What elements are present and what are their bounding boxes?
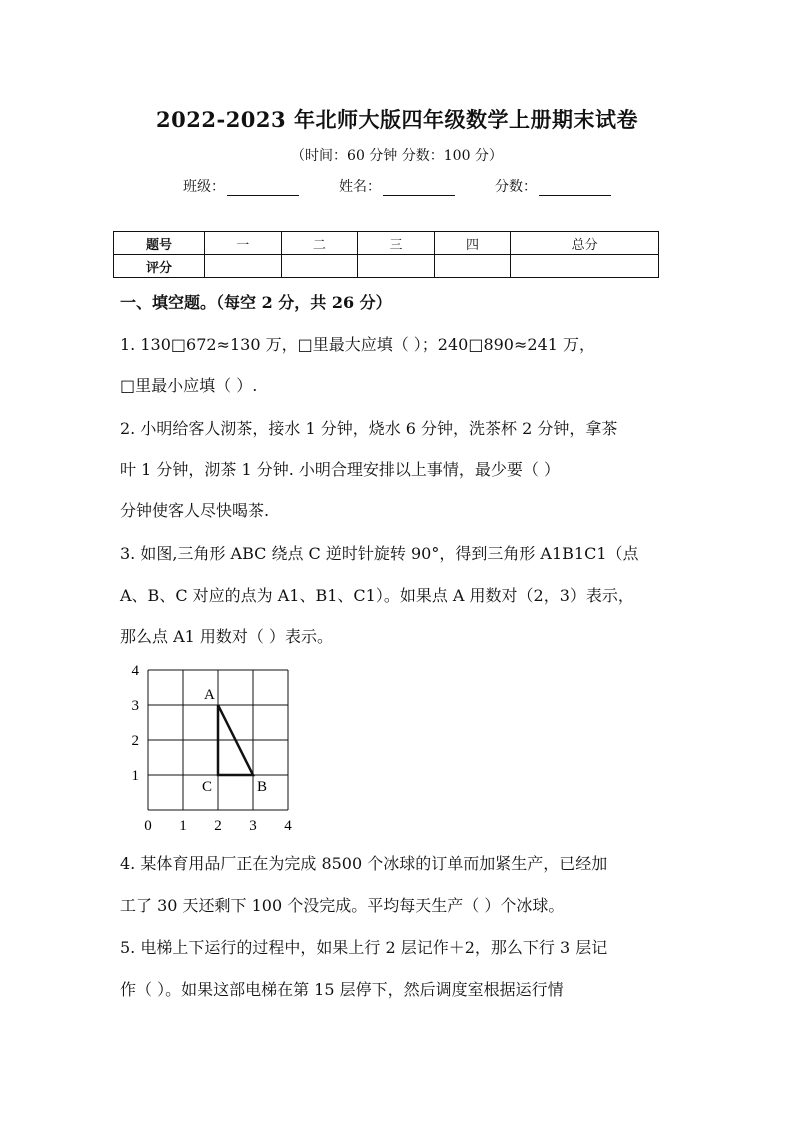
score-cell-4[interactable] (434, 255, 511, 278)
score-table (113, 231, 659, 278)
header-part-4: 四 (434, 232, 511, 255)
y-tick-label: 4 (131, 663, 139, 679)
name-label: 姓名： (339, 179, 381, 195)
header-part-1: 一 (205, 232, 282, 255)
score-cell-3[interactable] (358, 255, 435, 278)
y-tick-label: 3 (131, 698, 139, 714)
header-part-3: 三 (358, 232, 435, 255)
exam-subtitle: （时间：60 分钟 分数：100 分） (291, 148, 503, 164)
class-blank[interactable] (227, 181, 299, 196)
q3-line-1: 3. 如图,三角形 ABC 绕点 C 逆时针旋转 90°，得到三角形 A1B1C1（点 (120, 544, 639, 563)
score-table-header-row (114, 232, 659, 255)
score-field[interactable] (495, 176, 611, 196)
q4-line-2: 工了 30 天还剩下 100 个没完成。平均每天生产（ ）个冰球。 (120, 896, 565, 915)
exam-title: 2022-2023 年北师大版四年级数学上册期末试卷 (156, 107, 638, 132)
x-tick-label: 0 (144, 818, 152, 834)
x-tick-label: 2 (214, 818, 222, 834)
q2-line-1: 2. 小明给客人沏茶，接水 1 分钟，烧水 6 分钟，洗茶杯 2 分钟，拿茶 (120, 419, 618, 438)
coordinate-grid (128, 662, 308, 837)
y-tick-label: 1 (131, 768, 139, 784)
q2-line-3: 分钟使客人尽快喝茶. (120, 501, 270, 520)
name-blank[interactable] (383, 181, 455, 196)
student-info-row (0, 176, 794, 196)
q1-line-2: □里最小应填（ ）. (120, 376, 258, 395)
header-part-2: 二 (281, 232, 358, 255)
header-question-no: 题号 (114, 232, 205, 255)
class-label: 班级： (183, 179, 225, 195)
point-c-label: C (202, 779, 213, 795)
q1-line-1: 1. 130□672≈130 万，□里最大应填（ ）；240□890≈241 万， (120, 335, 596, 354)
section-1-heading: 一、填空题。（每空 2 分，共 26 分） (120, 293, 392, 312)
q5-line-1: 5. 电梯上下运行的过程中，如果上行 2 层记作＋2，那么下行 3 层记 (120, 938, 608, 957)
q2-line-2: 叶 1 分钟，沏茶 1 分钟. 小明合理安排以上事情，最少要（ ） (120, 460, 560, 479)
q3-line-2: A、B、C 对应的点为 A1、B1、C1）。如果点 A 用数对（2，3）表示， (120, 586, 634, 605)
rotation-figure (128, 662, 308, 837)
score-label: 分数： (495, 179, 537, 195)
score-row-label: 评分 (114, 255, 205, 278)
score-cell-2[interactable] (281, 255, 358, 278)
x-tick-label: 3 (249, 818, 257, 834)
point-a-label: A (204, 687, 215, 703)
q3-line-3: 那么点 A1 用数对（ ）表示。 (120, 627, 333, 646)
y-tick-label: 2 (131, 733, 139, 749)
class-field[interactable] (183, 176, 299, 196)
score-cell-1[interactable] (205, 255, 282, 278)
score-blank[interactable] (539, 181, 611, 196)
q4-line-1: 4. 某体育用品厂正在为完成 8500 个冰球的订单而加紧生产，已经加 (120, 854, 608, 873)
name-field[interactable] (339, 176, 455, 196)
x-tick-label: 1 (179, 818, 187, 834)
score-table-score-row (114, 255, 659, 278)
q5-line-2: 作（ ）。如果这部电梯在第 15 层停下，然后调度室根据运行情 (120, 980, 564, 999)
point-b-label: B (257, 779, 268, 795)
x-tick-label: 4 (284, 818, 292, 834)
header-total: 总分 (511, 232, 659, 255)
score-cell-total[interactable] (511, 255, 659, 278)
